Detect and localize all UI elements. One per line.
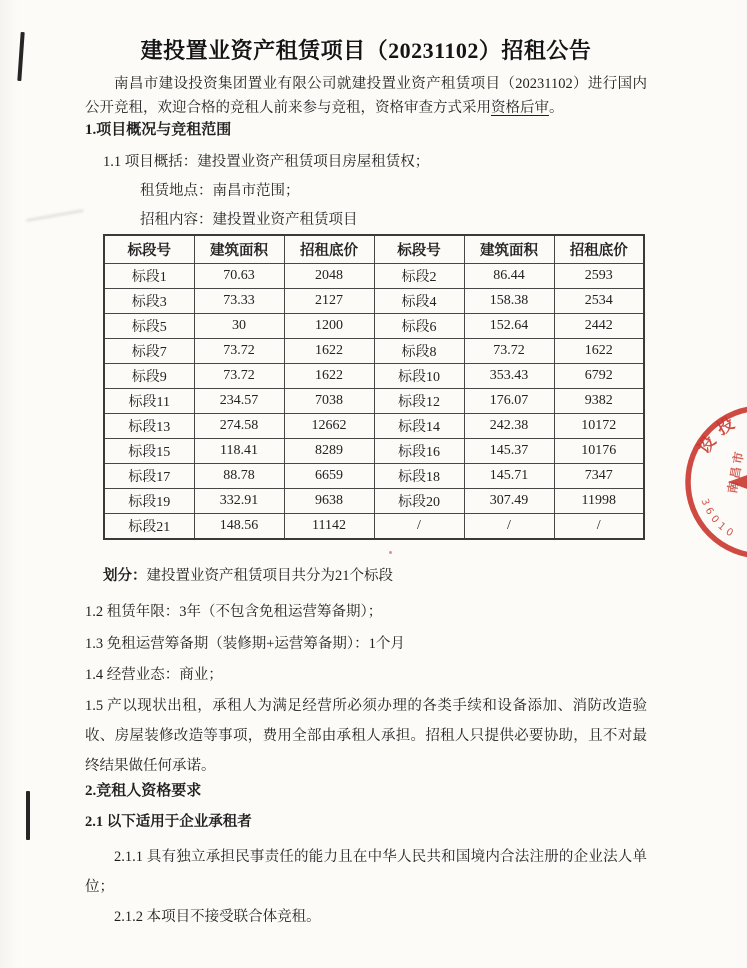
table-row — [104, 289, 644, 314]
table-row — [104, 339, 644, 364]
table-cell: 30 — [194, 314, 284, 339]
item-1-2: 1.2 租赁年限：3年（不包含免租运营筹备期）； — [85, 604, 383, 620]
table-row — [104, 264, 644, 289]
table-row — [104, 389, 644, 414]
item-1-5: 1.5 产以现状出租，承租人为满足经营所必须办理的各类手续和设备添加、消防改造验收、房屋装修改造等事项，费用全部由承租人承担。招租人只提供必要协助，且不对最终结果做任何承诺。 — [85, 698, 647, 774]
item-1-1: 1.1 项目概括：建投置业资产租赁项目房屋租赁权； — [103, 154, 430, 170]
table-row — [104, 514, 644, 540]
column-header: 标段号 — [104, 235, 194, 264]
table-cell: 10172 — [554, 414, 644, 439]
table-cell: 8289 — [284, 439, 374, 464]
table-cell: 11142 — [284, 514, 374, 540]
item-1-3: 1.3 免租运营筹备期（装修期+运营筹备期）：1个月 — [85, 636, 405, 652]
table-cell: 标段10 — [374, 364, 464, 389]
table-cell: 2442 — [554, 314, 644, 339]
official-red-seal-stamp — [650, 390, 747, 590]
table-cell: 标段11 — [104, 389, 194, 414]
table-cell: 标段13 — [104, 414, 194, 439]
table-cell: 标段7 — [104, 339, 194, 364]
document-title: 建投置业资产租赁项目（20231102）招租公告 — [140, 38, 592, 63]
table-cell: 2593 — [554, 264, 644, 289]
table-cell: 标段19 — [104, 489, 194, 514]
table-cell: 70.63 — [194, 264, 284, 289]
table-cell: 86.44 — [464, 264, 554, 289]
table-row — [104, 489, 644, 514]
item-1-4: 1.4 经营业态：商业； — [85, 667, 223, 683]
table-cell: 12662 — [284, 414, 374, 439]
table-cell: 11998 — [554, 489, 644, 514]
table-cell: 标段3 — [104, 289, 194, 314]
column-header: 标段号 — [374, 235, 464, 264]
table-cell: 标段20 — [374, 489, 464, 514]
division-label: 划分： — [103, 568, 147, 584]
table-cell: 332.91 — [194, 489, 284, 514]
document-page — [85, 28, 647, 932]
table-cell: 73.33 — [194, 289, 284, 314]
table-row — [104, 439, 644, 464]
table-cell: 145.71 — [464, 464, 554, 489]
division-line — [85, 566, 647, 586]
table-cell: 353.43 — [464, 364, 554, 389]
table-row — [104, 364, 644, 389]
section2-heading: 2.竞租人资格要求 — [85, 783, 202, 799]
table-cell: 6659 — [284, 464, 374, 489]
table-cell: / — [464, 514, 554, 540]
table-cell: 148.56 — [194, 514, 284, 540]
table-cell: 9638 — [284, 489, 374, 514]
table-cell: / — [374, 514, 464, 540]
table-cell: 1622 — [284, 364, 374, 389]
table-cell: 176.07 — [464, 389, 554, 414]
intro-underlined-text: 资格后审 — [491, 100, 549, 116]
table-cell: 标段6 — [374, 314, 464, 339]
table-cell: 6792 — [554, 364, 644, 389]
table-cell: 2127 — [284, 289, 374, 314]
table-cell: / — [554, 514, 644, 540]
table-cell: 307.49 — [464, 489, 554, 514]
table-cell: 标段1 — [104, 264, 194, 289]
table-cell: 7038 — [284, 389, 374, 414]
table-cell: 标段4 — [374, 289, 464, 314]
table-cell: 2048 — [284, 264, 374, 289]
table-cell: 73.72 — [464, 339, 554, 364]
seal-arc-text: 设投 — [694, 409, 744, 458]
table-cell: 2534 — [554, 289, 644, 314]
table-row — [104, 314, 644, 339]
item-2-1: 2.1 以下适用于企业承租者 — [85, 814, 252, 830]
table-header-row — [104, 235, 644, 264]
table-cell: 标段8 — [374, 339, 464, 364]
table-cell: 标段21 — [104, 514, 194, 540]
table-cell: 242.38 — [464, 414, 554, 439]
column-header: 建筑面积 — [464, 235, 554, 264]
table-cell: 7347 — [554, 464, 644, 489]
table-cell: 152.64 — [464, 314, 554, 339]
table-cell: 73.72 — [194, 339, 284, 364]
division-text: 建投置业资产租赁项目共分为21个标段 — [146, 568, 393, 584]
ink-mark-artifact-top — [17, 32, 24, 81]
lease-content-line: 招租内容：建投置业资产租赁项目 — [140, 212, 358, 228]
seal-vertical-text: 南昌市 — [725, 447, 747, 495]
table-cell: 标段17 — [104, 464, 194, 489]
lease-location-line: 租赁地点：南昌市范围； — [140, 183, 300, 199]
table-cell: 9382 — [554, 389, 644, 414]
item-2-1-2: 2.1.2 本项目不接受联合体竞租。 — [114, 909, 321, 925]
table-cell: 标段15 — [104, 439, 194, 464]
column-header: 建筑面积 — [194, 235, 284, 264]
table-cell: 1622 — [554, 339, 644, 364]
table-cell: 标段12 — [374, 389, 464, 414]
table-cell: 标段14 — [374, 414, 464, 439]
column-header: 招租底价 — [284, 235, 374, 264]
intro-paragraph — [85, 72, 647, 120]
table-cell: 标段9 — [104, 364, 194, 389]
seal-serial-number: 36010 — [698, 497, 739, 542]
table-cell: 158.38 — [464, 289, 554, 314]
lots-table — [103, 234, 645, 540]
table-row — [104, 414, 644, 439]
table-cell: 标段5 — [104, 314, 194, 339]
table-cell: 73.72 — [194, 364, 284, 389]
table-cell: 1622 — [284, 339, 374, 364]
table-cell: 274.58 — [194, 414, 284, 439]
intro-text-pre: 南昌市建设投资集团置业有限公司就建投置业资产租赁项目（20231102）进行国内公开竞租，欢迎合格的竞租人前来参与竞租，资格审查方式采用 — [85, 76, 647, 116]
intro-text-post: 。 — [549, 100, 564, 116]
scan-smudge-artifact — [26, 209, 84, 222]
table-cell: 234.57 — [194, 389, 284, 414]
table-cell: 标段2 — [374, 264, 464, 289]
table-cell: 10176 — [554, 439, 644, 464]
column-header: 招租底价 — [554, 235, 644, 264]
table-cell: 标段16 — [374, 439, 464, 464]
table-cell: 标段18 — [374, 464, 464, 489]
table-cell: 88.78 — [194, 464, 284, 489]
table-cell: 1200 — [284, 314, 374, 339]
table-row — [104, 464, 644, 489]
ink-mark-artifact-bottom — [26, 791, 30, 840]
section1-heading: 1.项目概况与竞租范围 — [85, 122, 232, 138]
table-cell: 118.41 — [194, 439, 284, 464]
table-cell: 145.37 — [464, 439, 554, 464]
item-2-1-1: 2.1.1 具有独立承担民事责任的能力且在中华人民共和国境内合法注册的企业法人单位； — [85, 849, 647, 895]
